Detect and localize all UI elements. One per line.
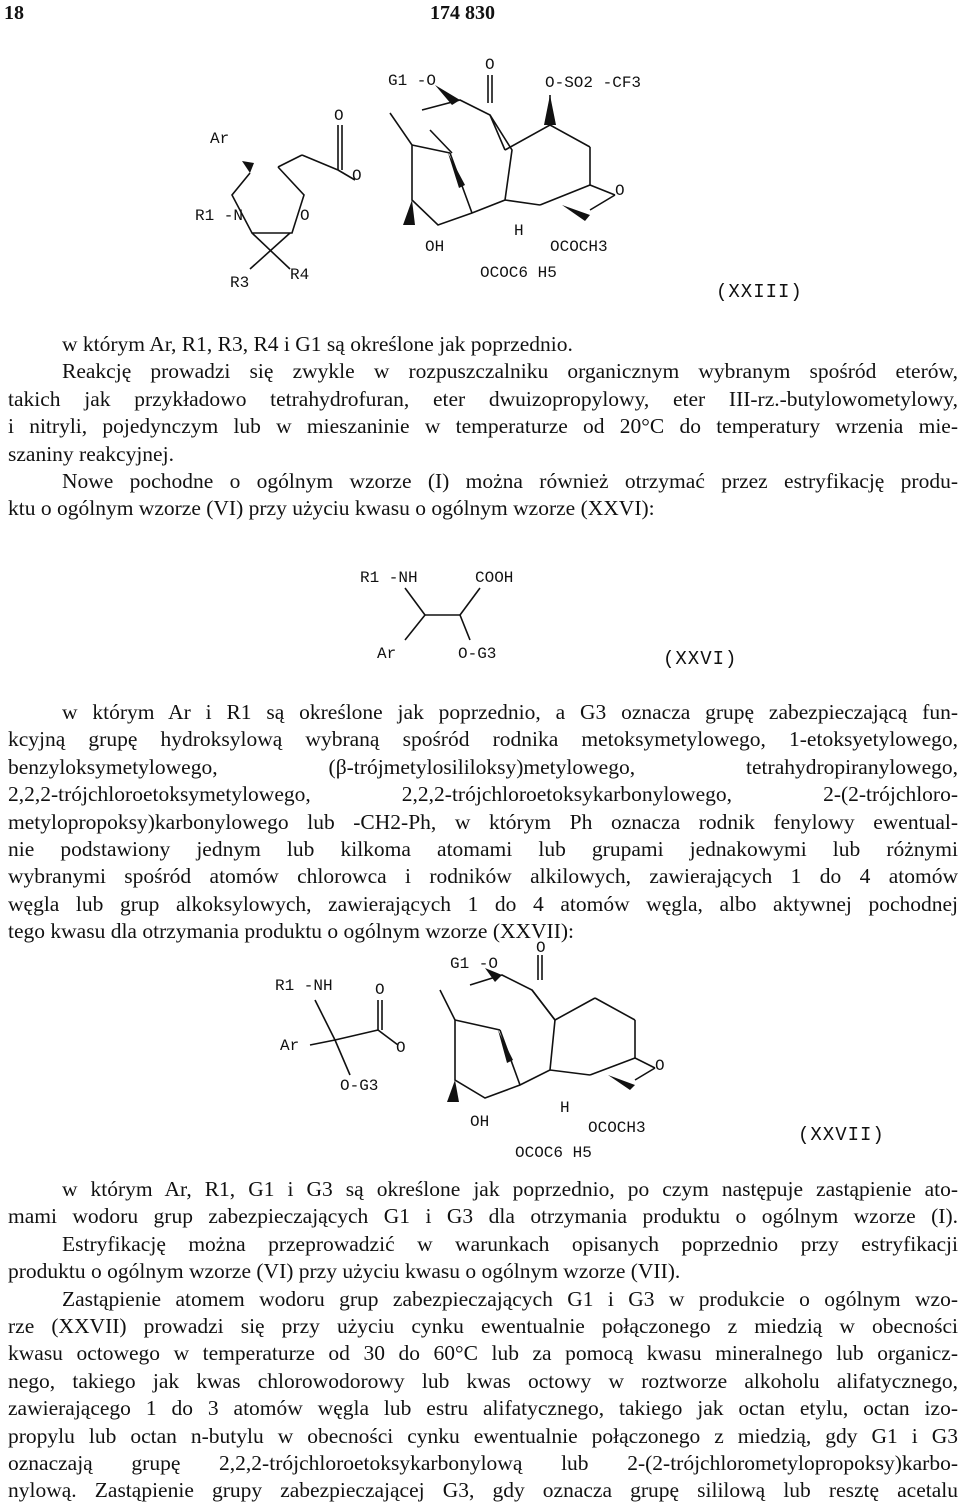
atom-o-carbonyl: O bbox=[334, 107, 344, 125]
text-line: Reakcję prowadzi się zwykle w rozpuszczalniku organicznym wybranym spośród eterów, bbox=[62, 359, 958, 384]
text-line: ktu o ogólnym wzorze (VI) przy użyciu kwasu o ogólnym wzorze (XXVI): bbox=[8, 496, 655, 521]
text-line: nylową. Zastąpienie grupy zabezpieczającej G3, gdy oznacza grupę sililową lub resztę acetalu bbox=[8, 1478, 958, 1503]
atom-og3: O-G3 bbox=[458, 645, 497, 663]
text-line: w którym Ar, R1, R3, R4 i G1 są określone jak poprzednio. bbox=[62, 332, 573, 356]
page-number: 18 bbox=[4, 2, 24, 24]
text-line: nie podstawiony jednym lub kilkoma atomami lub grupami jednakowymi lub różnymi bbox=[8, 837, 958, 862]
text-line: Nowe pochodne o ogólnym wzorze (I) można również otrzymać przez estryfikację produ- bbox=[62, 469, 958, 494]
text-line: mami wodoru grup zabezpieczających G1 i G3 dla otrzymania produktu o ogólnym wzorze (I). bbox=[8, 1204, 958, 1229]
text-line: produktu o ogólnym wzorze (VI) przy użyciu kwasu o ogólnym wzorze (VII). bbox=[8, 1259, 681, 1284]
formula-xxvii-structure bbox=[270, 939, 720, 1165]
atom-h: H bbox=[514, 222, 524, 240]
atom-o-top: O bbox=[536, 939, 546, 957]
atom-g1o: G1 -O bbox=[450, 955, 499, 973]
formula-xxvi-structure bbox=[355, 560, 555, 670]
atom-ar: Ar bbox=[377, 645, 397, 663]
atom-ar: Ar bbox=[280, 1037, 300, 1055]
atom-o-epox: O bbox=[655, 1057, 665, 1075]
formula-label-xxiii: (XXIII) bbox=[716, 281, 803, 303]
atom-r1nh: R1 -NH bbox=[275, 977, 333, 995]
text-line: kcyjną grupę hydroksylową wybraną spośród rodnika metoksymetylowego, 1-etoksyetylowego, bbox=[8, 727, 958, 752]
atom-o-ester: O bbox=[396, 1039, 406, 1057]
text-line: wybranymi spośród atomów chlorowca i rodników alkilowych, zawierających 1 do 4 atomów bbox=[8, 864, 958, 889]
paragraph-1 bbox=[8, 331, 958, 523]
text-line: tego kwasu dla otrzymania produktu o ogólnym wzorze (XXVII): bbox=[8, 919, 575, 944]
atom-o-ring: O bbox=[300, 207, 310, 225]
formula-label-xxvi: (XXVI) bbox=[663, 648, 738, 670]
atom-cooh: COOH bbox=[475, 569, 514, 587]
atom-r4: R4 bbox=[290, 266, 310, 284]
text-line: Zastąpienie atomem wodoru grup zabezpieczających G1 i G3 w produkcie o ogólnym wzo- bbox=[62, 1286, 958, 1311]
text-line: w którym Ar i R1 są określone jak poprzednio, a G3 oznacza grupę zabezpieczającą fun- bbox=[62, 700, 958, 724]
paragraph-2 bbox=[8, 699, 958, 946]
formula-label-xxvii: (XXVII) bbox=[798, 1124, 885, 1146]
formula-xxvii bbox=[270, 939, 720, 1170]
formula-xxiii bbox=[190, 55, 690, 300]
atom-g1o: G1 -O bbox=[388, 72, 437, 90]
atom-oh: OH bbox=[425, 238, 445, 256]
atom-o-top: O bbox=[485, 56, 495, 74]
atom-r1n: R1 -N bbox=[195, 207, 244, 225]
atom-o-carbonyl: O bbox=[375, 981, 385, 999]
atom-h: H bbox=[560, 1099, 570, 1117]
text-line: kwasu octowego w temperaturze od 30 do 60°C lub za pomocą kwasu mineralnego lub organicz- bbox=[8, 1341, 958, 1366]
text-line: w którym Ar, R1, G1 i G3 są określone jak poprzednio, po czym następuje zastąpienie ato- bbox=[62, 1177, 958, 1201]
text-line: takich jak przykładowo tetrahydrofuran, eter dwuizopropylowy, eter III-rz.-butylowometylowy, bbox=[8, 386, 958, 411]
atom-oh: OH bbox=[470, 1113, 490, 1131]
atom-r3: R3 bbox=[230, 274, 250, 292]
atom-o-ester: O bbox=[352, 167, 362, 185]
text-line: metylopropoksy)karbonylowego lub -CH2-Ph, w którym Ph oznacza rodnik fenylowy ewentual- bbox=[8, 809, 958, 834]
text-line: 2,2,2-trójchloroetoksymetylowego, 2,2,2-trójchloroetoksykarbonylowego, 2-(2-trójchloro- bbox=[8, 782, 958, 807]
atom-og3: O-G3 bbox=[340, 1077, 379, 1095]
formula-xxvi bbox=[355, 560, 555, 675]
atom-ar: Ar bbox=[210, 130, 230, 148]
text-line: nego, takiego jak kwas chlorowodorowy lub kwas octowy w roztworze alkoholu alifatycznego, bbox=[8, 1368, 958, 1393]
text-line: benzyloksymetylowego, (β-trójmetylosililoksy)metylowego, tetrahydropiranylowego, bbox=[8, 754, 958, 779]
atom-ococ6h5: OCOC6 H5 bbox=[480, 264, 557, 282]
text-line: oznaczają grupę 2,2,2-trójchloroetoksykarbonylową lub 2-(2-trójchlorometylopropoksy)karbo- bbox=[8, 1451, 958, 1476]
atom-ococh3: OCOCH3 bbox=[588, 1119, 646, 1137]
text-line: i nitryli, pojedynczym lub w mieszaninie w temperaturze od 20°C do temperatury wrzenia mie- bbox=[8, 414, 958, 439]
text-line: węgla lub grup alkoksylowych, zawierających 1 do 4 atomów węgla, albo aktywnej pochodnej bbox=[8, 891, 958, 916]
formula-xxiii-structure bbox=[190, 55, 690, 295]
text-line: zawierającego 1 do 3 atomów węgla lub estru alifatycznego, takiego jak octan etylu, octan izo- bbox=[8, 1396, 958, 1421]
patent-number: 174 830 bbox=[430, 2, 495, 24]
atom-r1nh: R1 -NH bbox=[360, 569, 418, 587]
paragraph-3 bbox=[8, 1176, 958, 1505]
text-line: szaniny reakcyjnej. bbox=[8, 441, 174, 466]
text-line: Estryfikację można przeprowadzić w warunkach opisanych poprzednio przy estryfikacji bbox=[62, 1231, 958, 1256]
text-line: rze (XXVII) prowadzi się przy użyciu cynku ewentualnie połączonego z miedzią w obecności bbox=[8, 1314, 958, 1339]
atom-oso2cf3: O-SO2 -CF3 bbox=[545, 74, 642, 92]
atom-ococh3: OCOCH3 bbox=[550, 238, 608, 256]
atom-ococ6h5: OCOC6 H5 bbox=[515, 1144, 592, 1162]
atom-o-epox: O bbox=[615, 182, 625, 200]
text-line: propylu lub octan n-butylu w obecności cynku ewentualnie połączonego z miedzią, gdy G1 i G3 bbox=[8, 1423, 958, 1448]
